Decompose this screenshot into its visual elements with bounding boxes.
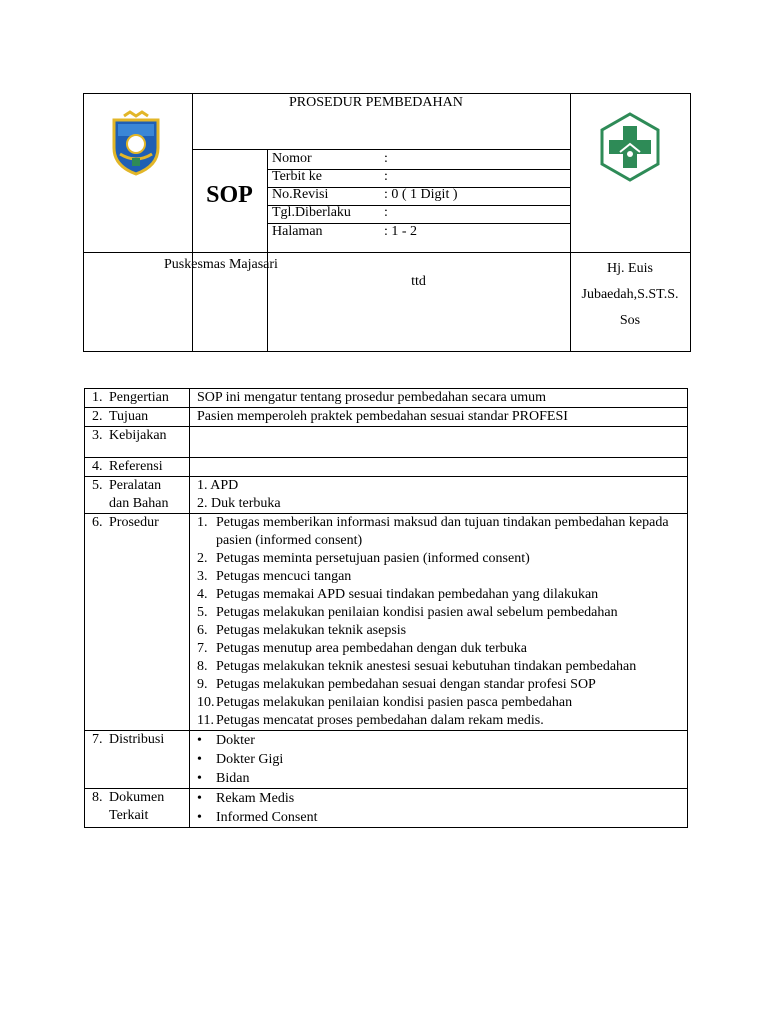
procedure-steps [190,514,687,730]
table-row [85,731,688,789]
procedure-step: 3. Petugas mencuci tangan [197,569,352,584]
section-number: 3. [92,428,103,443]
signer-line-3: Sos [619,313,641,328]
section-number: 1. [92,390,103,405]
procedure-step: 11. Petugas mencatat proses pembedahan dalam rekam medis. [197,713,544,728]
list-item: • Informed Consent [197,810,318,825]
table-row [85,427,688,458]
table-row [85,408,688,427]
section-content: Pasien memperoleh praktek pembedahan sesuai standar PROFESI [197,409,568,424]
procedure-step: 4. Petugas memakai APD sesuai tindakan pembedahan yang dilakukan [197,587,599,602]
procedure-step: 10. Petugas melakukan penilaian kondisi pasien pasca pembedahan [197,695,573,710]
procedure-step: 7. Petugas menutup area pembedahan dengan duk terbuka [197,641,528,656]
field-tgl-value: : [384,205,388,220]
section-number: 2. [92,409,103,424]
section-label: Peralatan [109,478,162,493]
regency-emblem-icon [110,110,162,176]
field-halaman-value: : 1 - 2 [384,224,418,239]
equipment-item: 1. APD [197,478,239,493]
section-label: Prosedur [109,515,159,530]
equipment-item: 2. Duk terbuka [197,496,281,511]
signer-line-2: Jubaedah,S.ST.S. [581,287,679,302]
list-item: • Dokter Gigi [197,752,284,767]
procedure-step: 8. Petugas melakukan teknik anestesi sesuai kebutuhan tindakan pembedahan [197,659,637,674]
section-number: 7. [92,732,103,747]
sop-header [83,93,691,352]
institution-name: Puskesmas Majasari [164,257,278,272]
list-item: • Bidan [197,771,250,786]
section-number: 6. [92,515,103,530]
section-label: Tujuan [109,409,149,424]
procedure-step: 6. Petugas melakukan teknik asepsis [197,623,407,638]
table-row [85,389,688,408]
section-content: SOP ini mengatur tentang prosedur pembedahan secara umum [197,390,546,405]
field-revisi-value: : 0 ( 1 Digit ) [384,187,458,202]
field-terbit-label: Terbit ke [272,169,322,184]
related-documents-list [190,789,687,827]
procedure-step: 1. Petugas memberikan informasi maksud dan tujuan tindakan pembedahan kepada pasien (informed consent) [197,515,669,548]
section-label: Pengertian [109,390,169,405]
table-row [85,458,688,477]
field-tgl-label: Tgl.Diberlaku [272,205,351,220]
table-row [85,789,688,828]
field-nomor-value: : [384,151,388,166]
signer-name [570,256,690,334]
procedure-step: 5. Petugas melakukan penilaian kondisi pasien awal sebelum pembedahan [197,605,618,620]
section-label-cont: Terkait [109,808,149,823]
table-row [85,477,688,514]
section-label: Referensi [109,459,163,474]
sop-content-table [84,388,688,828]
sop-label: SOP [206,182,253,208]
section-label: Dokumen [109,790,165,805]
puskesmas-cross-icon [598,112,662,182]
field-terbit-value: : [384,169,388,184]
distribution-list [190,731,687,788]
procedure-step: 2. Petugas meminta persetujuan pasien (informed consent) [197,551,530,566]
section-number: 4. [92,459,103,474]
section-number: 5. [92,478,103,493]
table-row [85,514,688,731]
procedure-step: 9. Petugas melakukan pembedahan sesuai dengan standar profesi SOP [197,677,596,692]
signature-ttd: ttd [411,274,426,289]
document-title: PROSEDUR PEMBEDAHAN [289,95,463,110]
field-nomor-label: Nomor [272,151,312,166]
list-item: • Dokter [197,733,255,748]
field-halaman-label: Halaman [272,224,323,239]
list-item: • Rekam Medis [197,791,295,806]
section-label: Distribusi [109,732,165,747]
section-number: 8. [92,790,103,805]
signer-line-1: Hj. Euis [607,261,653,276]
field-revisi-label: No.Revisi [272,187,329,202]
section-label-cont: dan Bahan [109,496,169,511]
section-label: Kebijakan [109,428,167,443]
